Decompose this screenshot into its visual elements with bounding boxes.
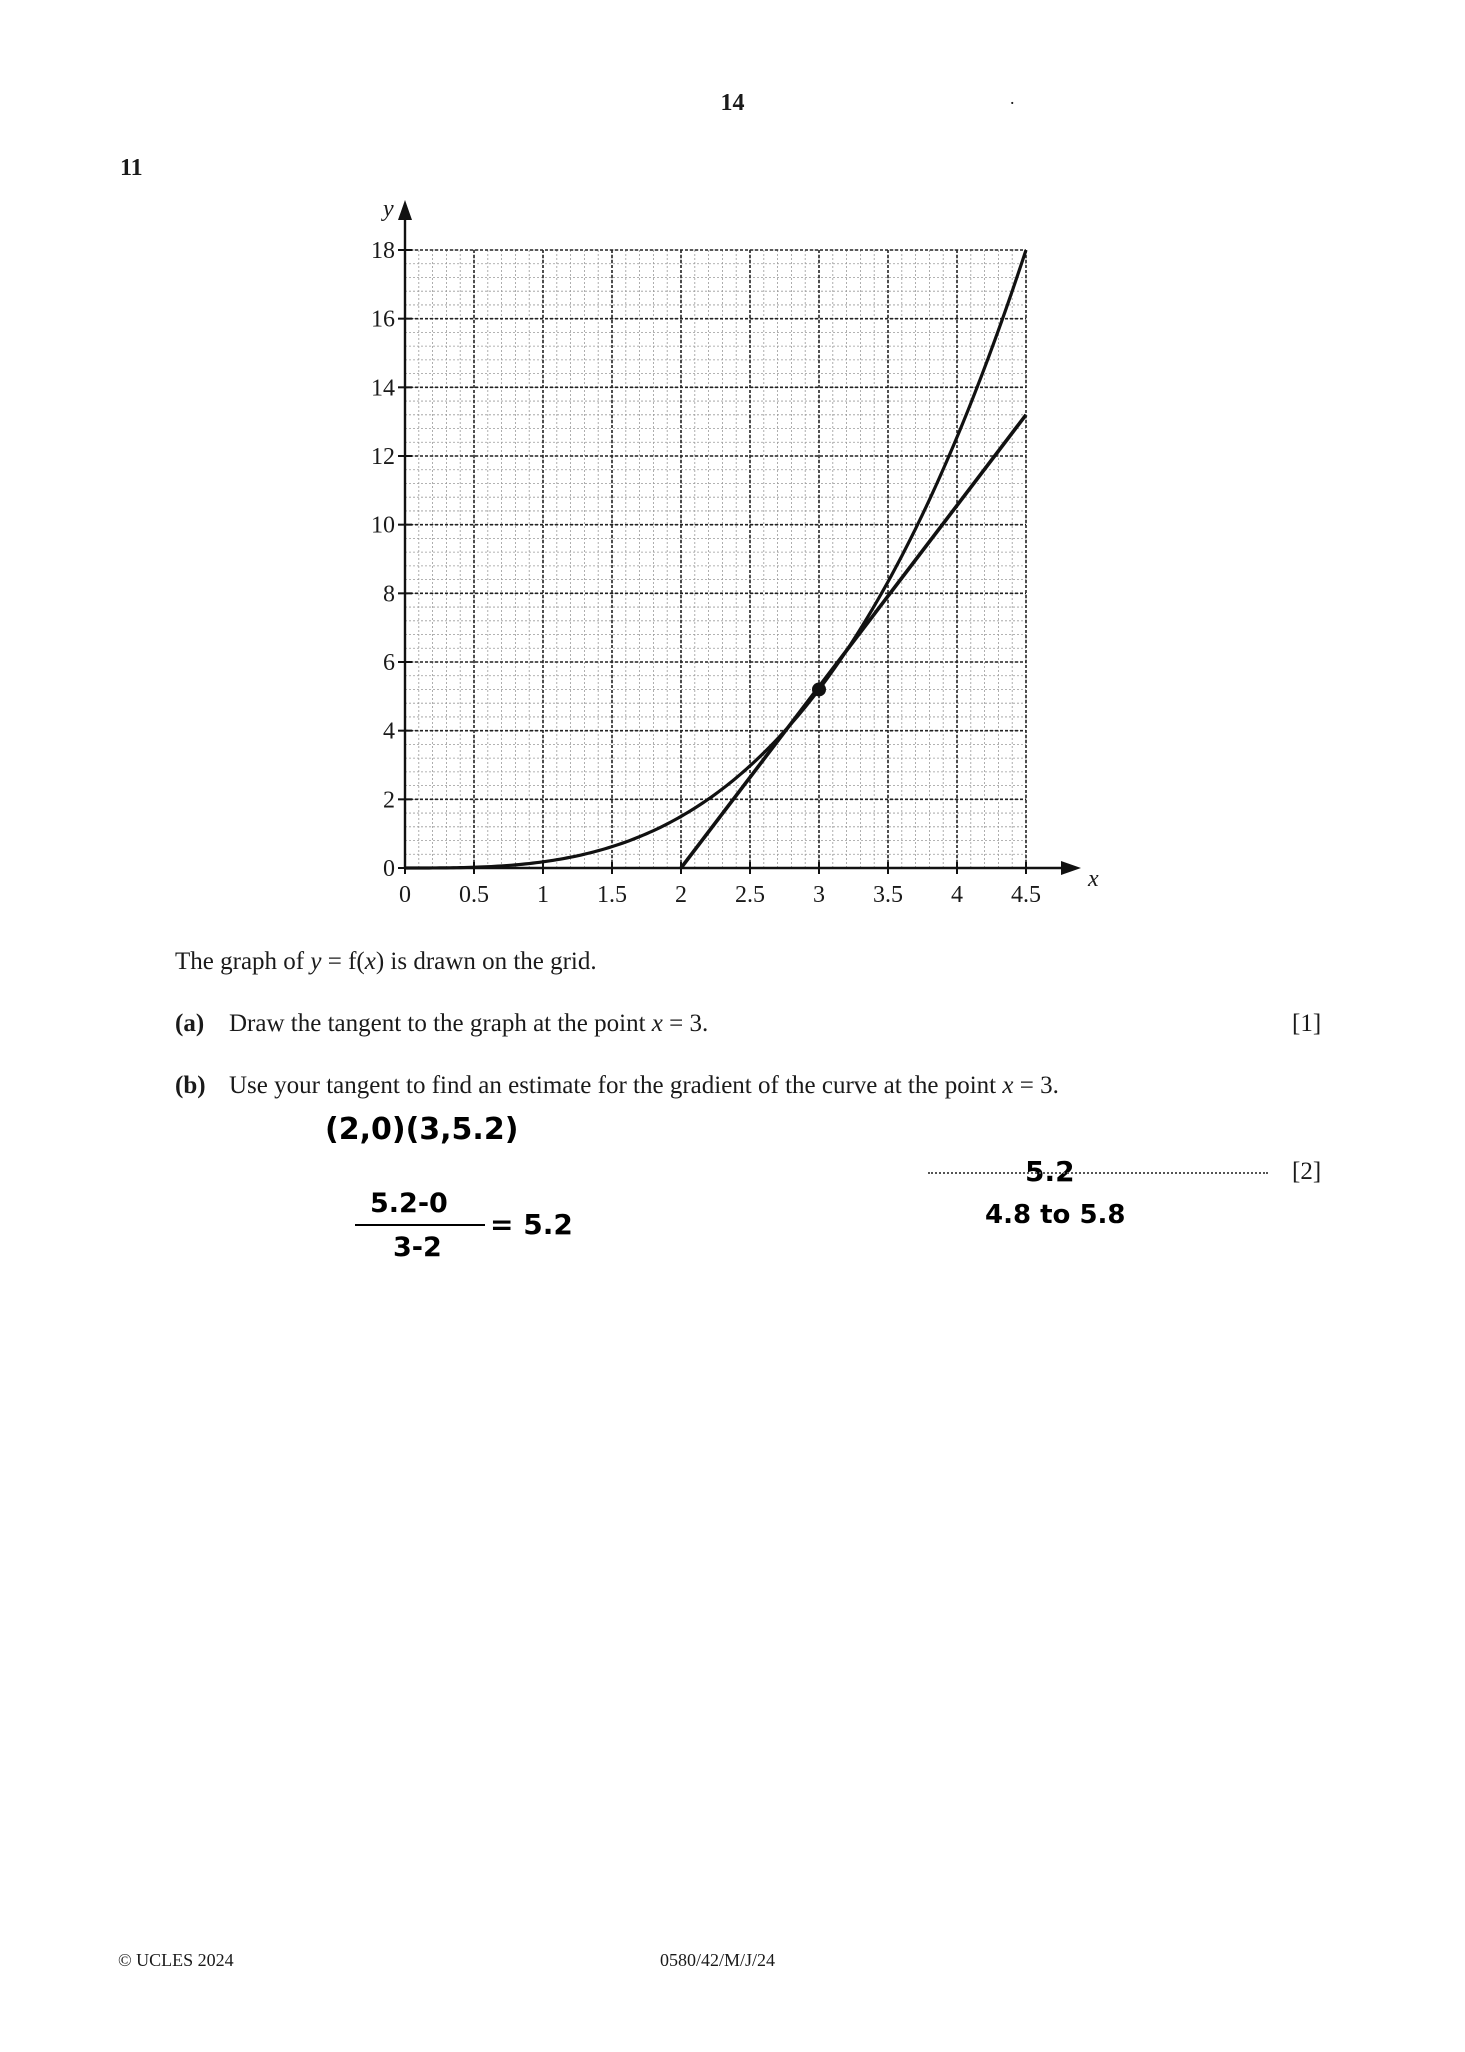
x-tick-label: 2.5 (735, 882, 765, 908)
answer-line[interactable] (928, 1172, 1268, 1174)
x-tick-label: 4 (951, 882, 963, 908)
x-tick-label: 0 (399, 882, 411, 908)
minor-grid (405, 250, 1026, 868)
x-tick-label: 3.5 (873, 882, 903, 908)
y-tick-label: 18 (371, 238, 395, 264)
y-tick-label: 0 (383, 856, 395, 882)
stem-var-y: y (310, 948, 322, 975)
y-axis-label: y (383, 196, 394, 222)
x-axis-arrow (1061, 861, 1081, 875)
page-number: 14 (720, 90, 745, 116)
accepted-range-annotation: 4.8 to 5.8 (985, 1200, 1126, 1230)
question-number: 11 (120, 155, 143, 181)
x-tick-label: 1.5 (597, 882, 627, 908)
handwritten-points: (2,0)(3,5.2) (325, 1112, 519, 1147)
handwritten-answer: 5.2 (1025, 1155, 1075, 1188)
x-axis-label: x (1088, 866, 1099, 892)
curve-y-f-x (405, 250, 1026, 868)
x-tick-label: 2 (675, 882, 687, 908)
stem-text-3: ) is drawn on the grid. (375, 948, 597, 975)
x-tick-label: 0.5 (459, 882, 489, 908)
ticks (398, 250, 1026, 874)
stray-mark: . (1010, 88, 1015, 108)
handwritten-numerator: 5.2-0 (370, 1188, 448, 1219)
part-b-label: (b) (175, 1072, 206, 1099)
y-tick-label: 2 (383, 787, 395, 814)
major-grid (405, 250, 1026, 868)
graph-figure (355, 190, 1099, 930)
y-tick-label: 12 (371, 444, 395, 470)
part-a (0, 1010, 1445, 1044)
x-tick-label: 4.5 (1011, 882, 1041, 908)
part-a-text: Draw the tangent to the graph at the point x = 3. (229, 1010, 709, 1037)
fraction-bar (355, 1224, 485, 1226)
handwritten-result: = 5.2 (490, 1208, 573, 1241)
y-tick-label: 14 (371, 375, 395, 402)
tick-labels (371, 238, 1041, 908)
stem-text-2: = f( (321, 948, 365, 975)
stem-var-x: x (364, 948, 376, 975)
part-a-label: (a) (175, 1010, 205, 1037)
tangent-point (812, 682, 826, 696)
y-tick-label: 4 (383, 718, 395, 745)
part-b-marks: [2] (1292, 1158, 1322, 1185)
footer-copyright: © UCLES 2024 (118, 1950, 234, 1970)
y-tick-label: 16 (371, 306, 395, 333)
x-tick-label: 1 (537, 882, 549, 908)
question-stem (175, 948, 597, 976)
series (405, 250, 1026, 868)
y-tick-label: 10 (371, 512, 395, 539)
stem-text-1: The graph of (175, 948, 311, 975)
tangent-line (681, 415, 1026, 868)
y-tick-label: 8 (383, 581, 395, 608)
y-tick-label: 6 (383, 650, 395, 676)
y-axis-arrow (398, 200, 412, 220)
part-b (0, 1072, 1445, 1106)
part-a-marks: [1] (1292, 1010, 1322, 1037)
part-b-text: Use your tangent to find an estimate for the gradient of the curve at the point x = 3. (229, 1072, 1059, 1099)
x-tick-label: 3 (813, 882, 825, 908)
footer-code: 0580/42/M/J/24 (660, 1950, 776, 1970)
handwritten-denominator: 3-2 (393, 1232, 442, 1263)
